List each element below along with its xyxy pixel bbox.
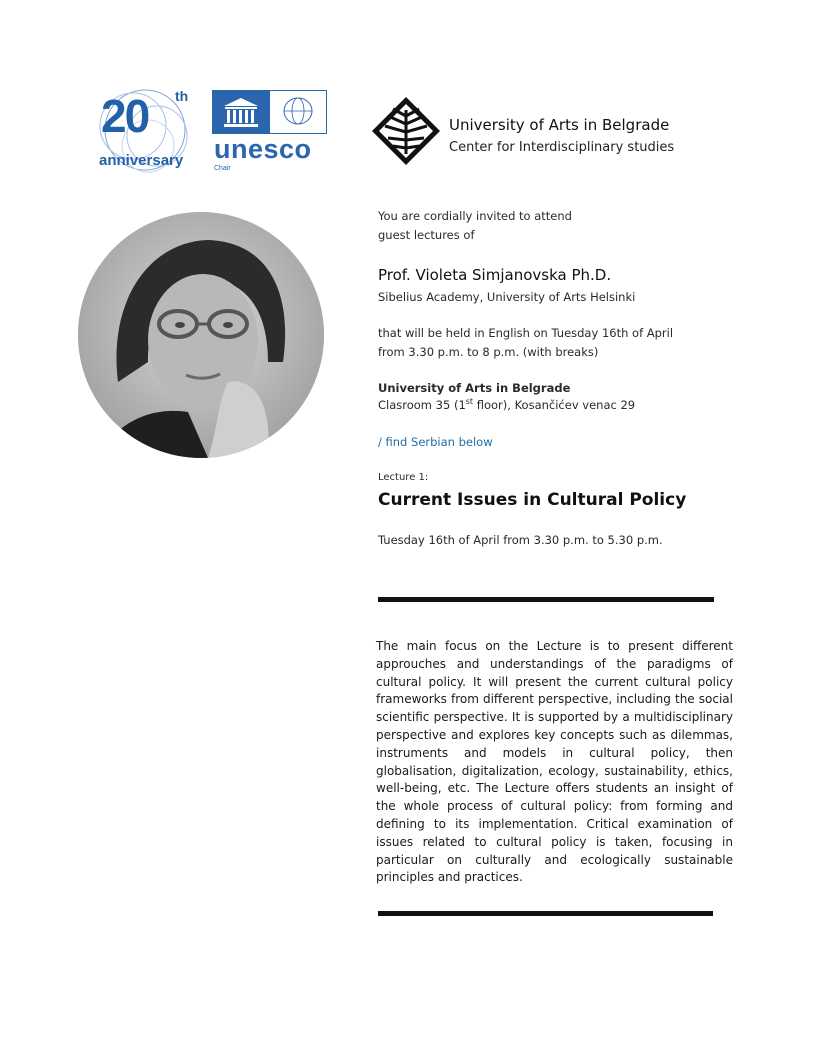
venue-address: Clasroom 35 (1st floor), Kosančićev venac 29 <box>378 397 636 412</box>
speaker-affiliation: Sibelius Academy, University of Arts Helsinki <box>378 290 636 304</box>
serbian-link[interactable]: / find Serbian below <box>378 435 493 449</box>
invite-line-1: You are cordially invited to attend <box>378 209 572 223</box>
unesco-chair-label: Chair <box>214 165 231 172</box>
unesco-logo <box>212 90 327 176</box>
lecture-description: The main focus on the Lecture is to present different approuches and understandings of the paradigms of cultural policy. It will present the current cultural policy frameworks from different perspective, including the social scientific perspective. It is supported by a multidisciplinary perspective and explores key concepts such as dilemmas, instruments and models in cultural policy, then globalisation, digitalization, ecology, sustainability, ethics, well-being, etc. The Lecture offers students an insight of the whole process of cultural policy: from forming and defining to its implementation. Critical examination of issues related to cultural policy is taken, focusing in particular on culturally and ecologically sustainable principles and practices. <box>376 639 733 885</box>
schedule-line-1: that will be held in English on Tuesday 16th of April <box>378 326 674 340</box>
speaker-photo <box>78 212 324 458</box>
anniversary-label: anniversary <box>99 152 184 169</box>
center-name: Center for Interdisciplinary studies <box>449 140 675 155</box>
unitwin-globe-icon <box>276 94 320 128</box>
anniversary-logo <box>93 86 201 180</box>
university-name: University of Arts in Belgrade <box>449 116 670 134</box>
divider-top <box>378 597 714 602</box>
university-emblem-icon <box>371 96 441 166</box>
anniversary-suffix: th <box>175 88 189 104</box>
speaker-name: Prof. Violeta Simjanovska Ph.D. <box>378 266 612 284</box>
schedule-line-2: from 3.30 p.m. to 8 p.m. (with breaks) <box>378 345 599 359</box>
lecture-time: Tuesday 16th of April from 3.30 p.m. to 5.30 p.m. <box>378 533 663 547</box>
divider-bottom <box>378 911 713 916</box>
invite-line-2: guest lectures of <box>378 228 475 242</box>
unesco-temple-icon <box>212 90 270 134</box>
unesco-wordmark: unesco <box>214 134 312 164</box>
anniversary-number: 20 <box>101 90 149 142</box>
lecture-title: Current Issues in Cultural Policy <box>378 490 687 510</box>
lecture-label: Lecture 1: <box>378 472 429 483</box>
venue-name: University of Arts in Belgrade <box>378 381 571 395</box>
